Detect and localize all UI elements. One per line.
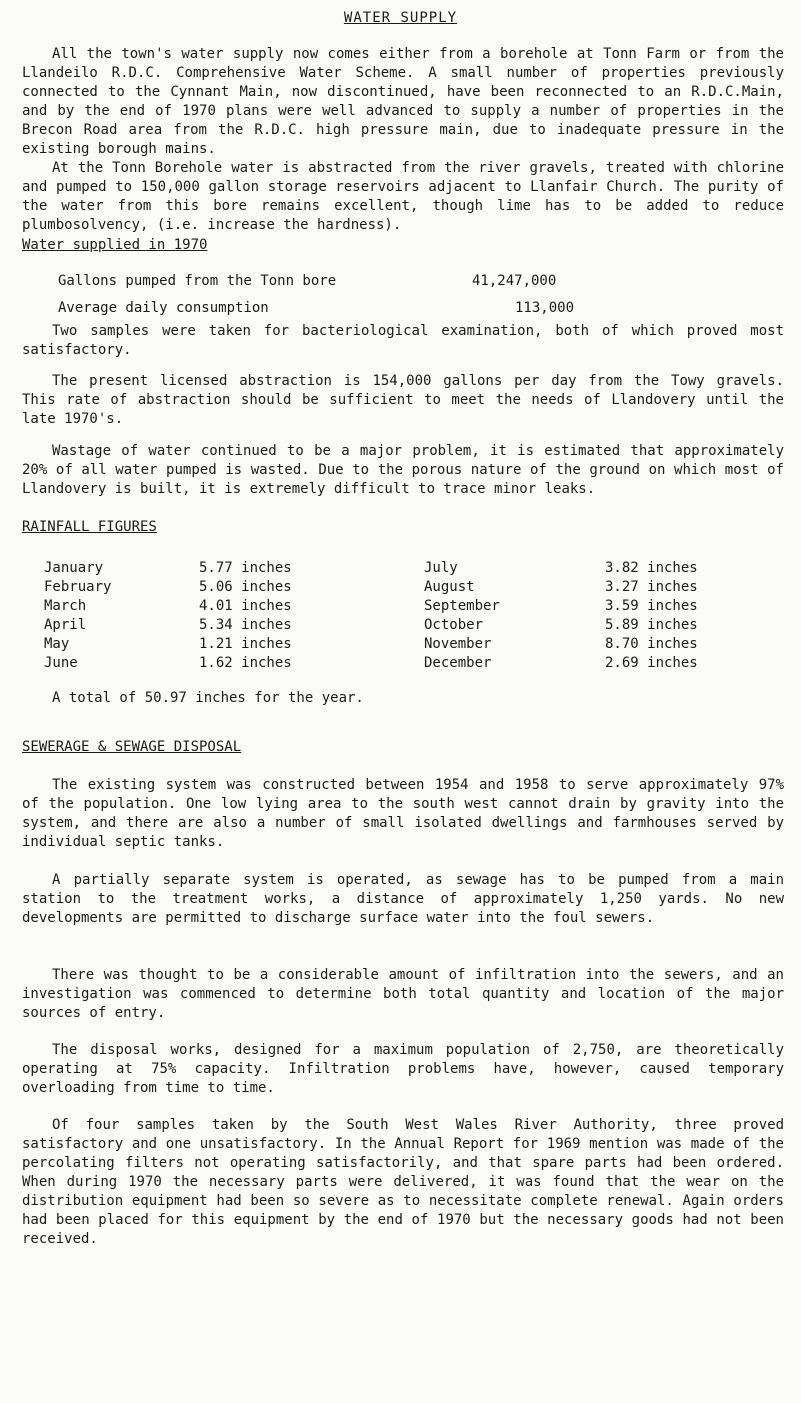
rain-value: 1.62 inches: [199, 655, 292, 671]
rainfall-heading: RAINFALL FIGURES: [22, 519, 157, 535]
rain-value: 5.06 inches: [199, 579, 292, 595]
rainfall-total: A total of 50.97 inches for the year.: [52, 690, 364, 706]
rain-month: August: [424, 579, 475, 595]
rain-month: October: [424, 617, 484, 633]
rain-value: 1.21 inches: [199, 636, 292, 652]
rain-month: July: [424, 560, 458, 576]
stat-value: 113,000: [515, 300, 575, 316]
rain-value: 5.77 inches: [199, 560, 292, 576]
water-paragraph-3: Two samples were taken for bacteriological examination, both of which proved most satisfactory.: [22, 323, 784, 358]
rain-value: 5.34 inches: [199, 617, 292, 633]
rain-month: April: [44, 617, 87, 633]
rain-month: February: [44, 579, 112, 595]
rain-month: May: [44, 636, 70, 652]
sewerage-heading: SEWERAGE & SEWAGE DISPOSAL: [22, 739, 242, 755]
sewerage-paragraph-2: A partially separate system is operated, as sewage has to be pumped from a main station to the treatment works, a distance of approximately 1,250 yards. No new developments are permitted to discharge surface water into the foul sewers.: [22, 872, 784, 926]
sewerage-paragraph-5: Of four samples taken by the South West Wales River Authority, three proved satisfactory and one unsatisfactory. In the Annual Report for 1969 mention was made of the percolating filters not operating satisfactorily, and that spare parts had been ordered. When during 1970 the necessary parts were delivered, it was found that the wear on the distribution equipment had been so severe as to necessitate complete renewal. Again orders had been placed for this equipment by the end of 1970 but the necessary goods had not been received.: [22, 1117, 784, 1247]
rain-value: 8.70 inches: [605, 636, 698, 652]
page-title: WATER SUPPLY: [343, 10, 458, 26]
rain-month: March: [44, 598, 87, 614]
rain-value: 3.27 inches: [605, 579, 698, 595]
sewerage-paragraph-4: The disposal works, designed for a maximum population of 2,750, are theoretically operating at 75% capacity. Infiltration problems have, however, caused temporary overloading from time to time.: [22, 1042, 784, 1096]
rain-value: 3.82 inches: [605, 560, 698, 576]
stat-label: Average daily consumption: [58, 300, 269, 316]
sewerage-paragraph-3: There was thought to be a considerable amount of infiltration into the sewers, and an investigation was commenced to determine both total quantity and location of the major sources of entry.: [22, 967, 784, 1021]
rain-month: November: [424, 636, 492, 652]
rain-month: December: [424, 655, 492, 671]
water-paragraph-1: All the town's water supply now comes either from a borehole at Tonn Farm or from the Llandeilo R.D.C. Comprehensive Water Scheme. A small number of properties previously connected to the Cynnant Main, now discontinued, have been reconnected to an R.D.C.Main, and by the end of 1970 plans were well advanced to supply a number of properties in the Brecon Road area from the R.D.C. high pressure main, due to inadequate pressure in the existing borough mains.: [22, 46, 784, 157]
water-supplied-heading: Water supplied in 1970: [22, 237, 208, 253]
rain-value: 4.01 inches: [199, 598, 292, 614]
water-paragraph-2: At the Tonn Borehole water is abstracted from the river gravels, treated with chlorine and pumped to 150,000 gallon storage reservoirs adjacent to Llanfair Church. The purity of the water from this bore remains excellent, though lime has to be added to reduce plumbosolvency, (i.e. increase the hardness).: [22, 160, 784, 233]
stat-value: 41,247,000: [472, 273, 557, 289]
rain-value: 3.59 inches: [605, 598, 698, 614]
stat-label: Gallons pumped from the Tonn bore: [58, 273, 337, 289]
rain-month: September: [424, 598, 500, 614]
rain-month: June: [44, 655, 78, 671]
rain-value: 2.69 inches: [605, 655, 698, 671]
water-paragraph-5: Wastage of water continued to be a major problem, it is estimated that approximately 20% of all water pumped is wasted. Due to the porous nature of the ground on which most of Llandovery is built, it is extremely difficult to trace minor leaks.: [22, 443, 784, 497]
rain-value: 5.89 inches: [605, 617, 698, 633]
rain-month: January: [44, 560, 104, 576]
water-paragraph-4: The present licensed abstraction is 154,000 gallons per day from the Towy gravels. This rate of abstraction should be sufficient to meet the needs of Llandovery until the late 1970's.: [22, 373, 784, 427]
sewerage-paragraph-1: The existing system was constructed between 1954 and 1958 to serve approximately 97% of the population. One low lying area to the south west cannot drain by gravity into the system, and there are also a number of small isolated dwellings and farmhouses served by individual septic tanks.: [22, 777, 784, 850]
